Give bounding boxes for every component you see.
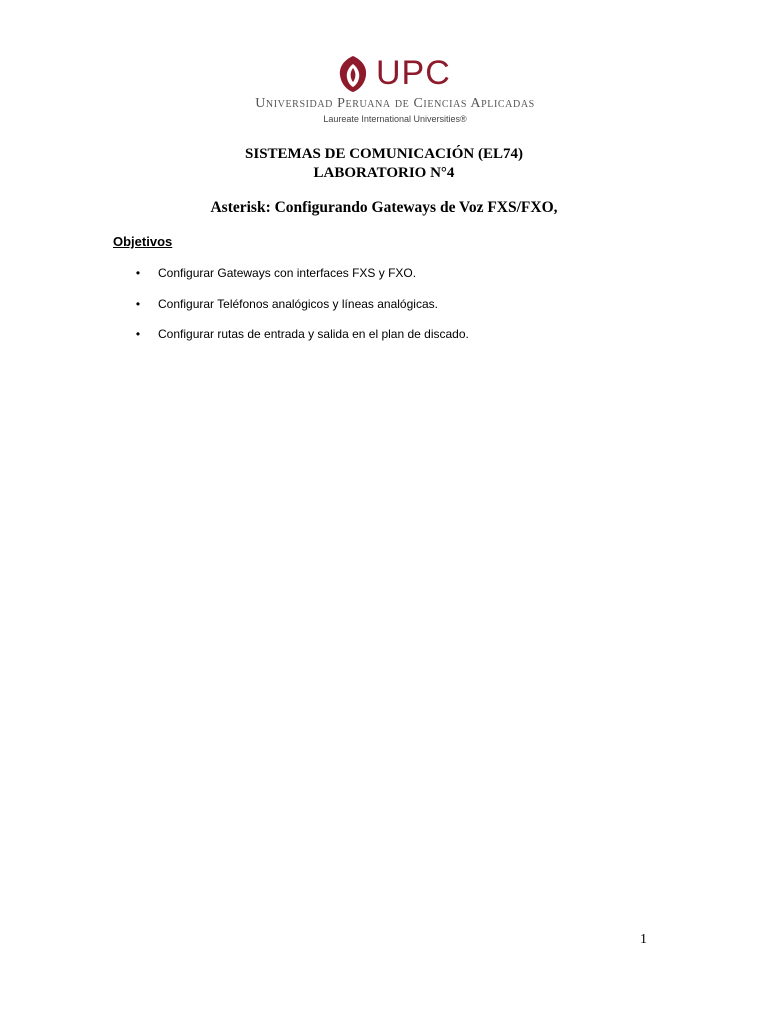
objective-text: Configurar rutas de entrada y salida en el plan de discado. [158,327,469,341]
objective-text: Configurar Gateways con interfaces FXS y FXO. [158,266,417,280]
lab-topic: Asterisk: Configurando Gateways de Voz FXS/FXO, [210,199,558,216]
page-number: 1 [640,932,647,947]
objective-text: Configurar Teléfonos analógicos y líneas analógicas. [158,296,438,311]
bullet-icon: • [135,266,141,280]
bullet-icon: • [135,327,141,341]
lab-title: LABORATORIO N°4 [313,165,455,181]
bullet-icon: • [135,296,141,311]
logo-university-name: Universidad Peruana de Ciencias Aplicadas [255,96,535,111]
objectives-heading: Objetivos [113,234,173,249]
course-title: SISTEMAS DE COMUNICACIÓN (EL74) [245,146,523,162]
upc-emblem-icon [334,54,372,94]
logo-network-name: Laureate International Universities® [323,114,467,124]
university-logo [238,54,552,126]
logo-wordmark: UPC [376,54,451,92]
